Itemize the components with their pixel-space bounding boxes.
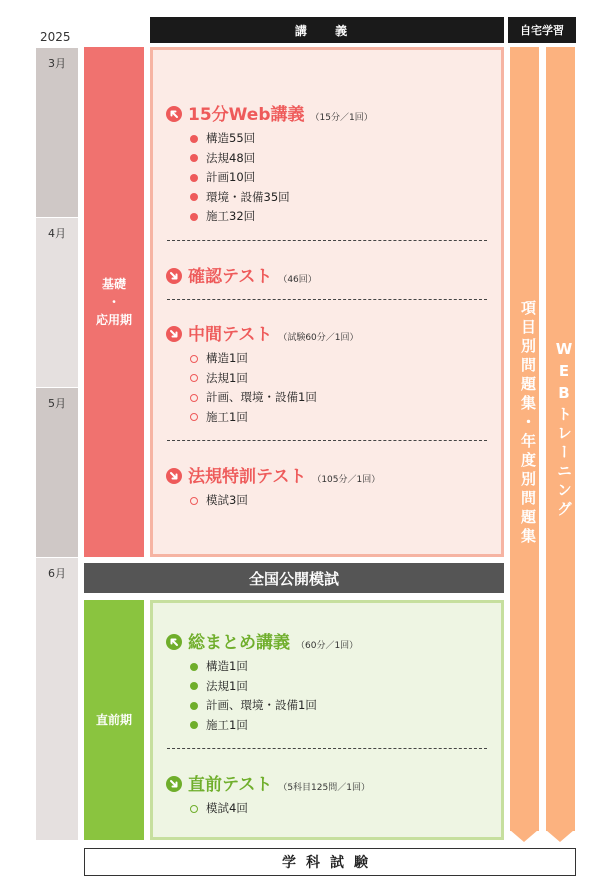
phase-basic-line3: 応用期 [95, 313, 132, 327]
arrow-down-icon [510, 830, 538, 842]
section-final-test [166, 770, 370, 819]
arrow-up-left-icon [166, 106, 182, 122]
bullet-filled-icon [190, 213, 198, 221]
list-item: 模試3回 [190, 491, 380, 511]
phase-final: 直前期 [84, 600, 144, 840]
month-may [36, 387, 78, 557]
problem-sets-label: 項目別問題集・年度別問題集 [519, 300, 537, 547]
final-test-sub: （5科目125問／1回） [278, 783, 370, 793]
section-web-lecture [166, 100, 373, 227]
lecture-header: 講 義 [150, 17, 504, 43]
list-item: 環境・設備35回 [190, 188, 373, 208]
bullet-hollow-icon [190, 355, 198, 363]
bullet-filled-icon [190, 702, 198, 710]
list-item: 法規48回 [190, 149, 373, 169]
list-item: 計画10回 [190, 168, 373, 188]
bullet-hollow-icon [190, 413, 198, 421]
academic-exam: 学科試験 [84, 848, 576, 876]
list-item: 計画、環境・設備1回 [190, 696, 358, 716]
divider [167, 299, 487, 300]
home-study-header: 自宅学習 [508, 17, 576, 43]
midterm-test-sub: （試験60分／1回） [278, 333, 359, 343]
month-label: 6月 [48, 567, 66, 580]
confirm-test-title: 確認テスト [188, 267, 273, 287]
month-label: 4月 [48, 227, 66, 240]
divider [167, 440, 487, 441]
bullet-filled-icon [190, 174, 198, 182]
bullet-filled-icon [190, 154, 198, 162]
bullet-hollow-icon [190, 374, 198, 382]
arrow-up-left-icon [166, 634, 182, 650]
list-item: 施工32回 [190, 207, 373, 227]
bullet-filled-icon [190, 663, 198, 671]
list-item: 模試4回 [190, 799, 370, 819]
month-label: 5月 [48, 397, 66, 410]
summary-lecture-title: 総まとめ講義 [188, 633, 290, 653]
arrow-down-right-icon [166, 326, 182, 342]
month-march [36, 47, 78, 217]
national-mock-exam: 全国公開模試 [84, 563, 504, 593]
list-item: 法規1回 [190, 677, 358, 697]
web-lecture-title: 15分Web講義 [188, 105, 305, 125]
arrow-down-icon [546, 830, 574, 842]
arrow-down-right-icon [166, 268, 182, 284]
year-label: 2025 [40, 30, 71, 44]
section-law-test [166, 462, 380, 511]
bullet-filled-icon [190, 721, 198, 729]
law-test-title: 法規特訓テスト [188, 467, 307, 487]
month-june [36, 557, 78, 840]
list-item: 構造1回 [190, 657, 358, 677]
phase-basic-applied [84, 47, 144, 557]
month-april [36, 217, 78, 387]
month-label: 3月 [48, 57, 66, 70]
web-training-label: WEBトレーニング [555, 340, 573, 520]
bullet-hollow-icon [190, 805, 198, 813]
section-midterm-test [166, 320, 359, 427]
divider [167, 240, 487, 241]
arrow-down-right-icon [166, 776, 182, 792]
arrow-down-right-icon [166, 468, 182, 484]
divider [167, 748, 487, 749]
bullet-filled-icon [190, 135, 198, 143]
final-test-title: 直前テスト [188, 775, 273, 795]
summary-lecture-sub: （60分／1回） [296, 641, 359, 651]
law-test-sub: （105分／1回） [312, 475, 381, 485]
list-item: 施工1回 [190, 716, 358, 736]
list-item: 構造55回 [190, 129, 373, 149]
list-item: 構造1回 [190, 349, 359, 369]
confirm-test-sub: （46回） [278, 275, 317, 285]
bullet-hollow-icon [190, 497, 198, 505]
list-item: 施工1回 [190, 408, 359, 428]
section-summary-lecture [166, 628, 358, 735]
bullet-filled-icon [190, 193, 198, 201]
bullet-filled-icon [190, 682, 198, 690]
midterm-test-title: 中間テスト [188, 325, 273, 345]
phase-basic-line1: 基礎 [101, 277, 126, 291]
list-item: 計画、環境・設備1回 [190, 388, 359, 408]
web-lecture-sub: （15分／1回） [310, 113, 373, 123]
bullet-hollow-icon [190, 394, 198, 402]
list-item: 法規1回 [190, 369, 359, 389]
phase-basic-line2: ・ [107, 295, 120, 309]
section-confirm-test [166, 262, 317, 287]
